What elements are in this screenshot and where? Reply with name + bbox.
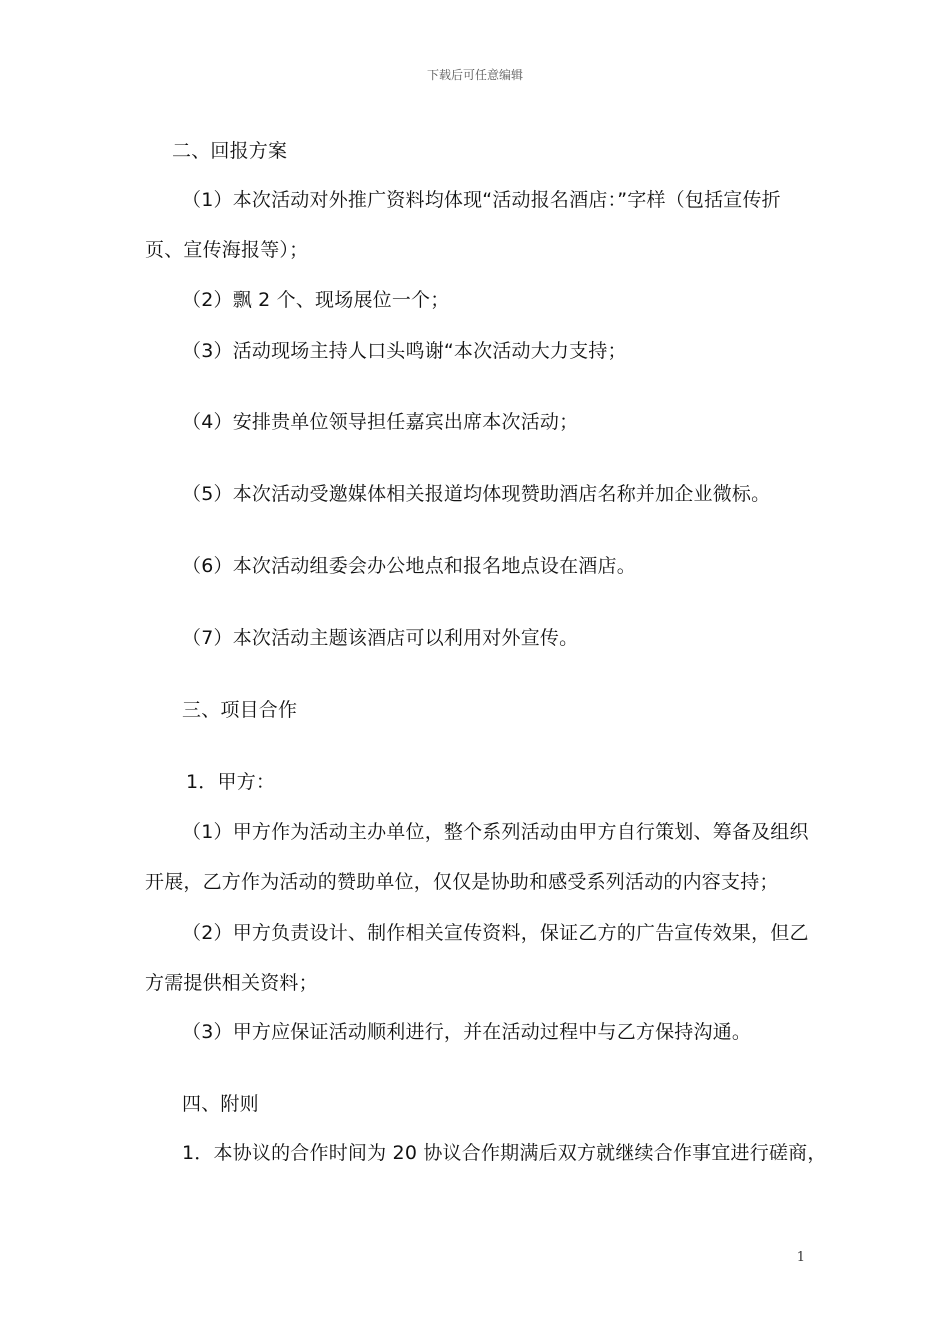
- paragraph-line: （3）活动现场主持人口头鸣谢“本次活动大力支持；: [182, 340, 627, 362]
- paragraph-line: （1）本次活动对外推广资料均体现“活动报名酒店：”字样（包括宣传折: [182, 189, 781, 211]
- paragraph-line: （2）甲方负责设计、制作相关宣传资料，保证乙方的广告宣传效果，但乙: [182, 922, 809, 944]
- page-number: 1: [796, 1250, 805, 1265]
- paragraph-line: （1）甲方作为活动主办单位，整个系列活动由甲方自行策划、筹备及组织: [182, 821, 809, 843]
- header-note: 下载后可任意编辑: [426, 68, 523, 82]
- paragraph-line: 开展，乙方作为活动的赞助单位，仅仅是协助和感受系列活动的内容支持；: [145, 871, 779, 893]
- section-title-appendix: 四、附则: [182, 1093, 259, 1115]
- paragraph-line: （5）本次活动受邀媒体相关报道均体现赞助酒店名称并加企业微标。: [182, 483, 771, 505]
- paragraph-line: 1．甲方：: [186, 771, 276, 793]
- section-title-project-cooperation: 三、项目合作: [182, 699, 298, 721]
- paragraph-line: 页、宣传海报等）；: [145, 239, 309, 261]
- paragraph-line: （6）本次活动组委会办公地点和报名地点设在酒店。: [182, 555, 636, 577]
- paragraph-line: （3）甲方应保证活动顺利进行，并在活动过程中与乙方保持沟通。: [182, 1021, 752, 1043]
- paragraph-line: （4）安排贵单位领导担任嘉宾出席本次活动；: [182, 411, 579, 433]
- paragraph-line: （2）飘 2 个、现场展位一个；: [182, 289, 450, 311]
- paragraph-line: 方需提供相关资料；: [145, 972, 318, 994]
- section-title-return-plan: 二、回报方案: [172, 140, 288, 162]
- paragraph-line: 1．本协议的合作时间为 20 协议合作期满后双方就继续合作事宜进行磋商，: [182, 1142, 827, 1164]
- paragraph-line: （7）本次活动主题该酒店可以利用对外宣传。: [182, 627, 579, 649]
